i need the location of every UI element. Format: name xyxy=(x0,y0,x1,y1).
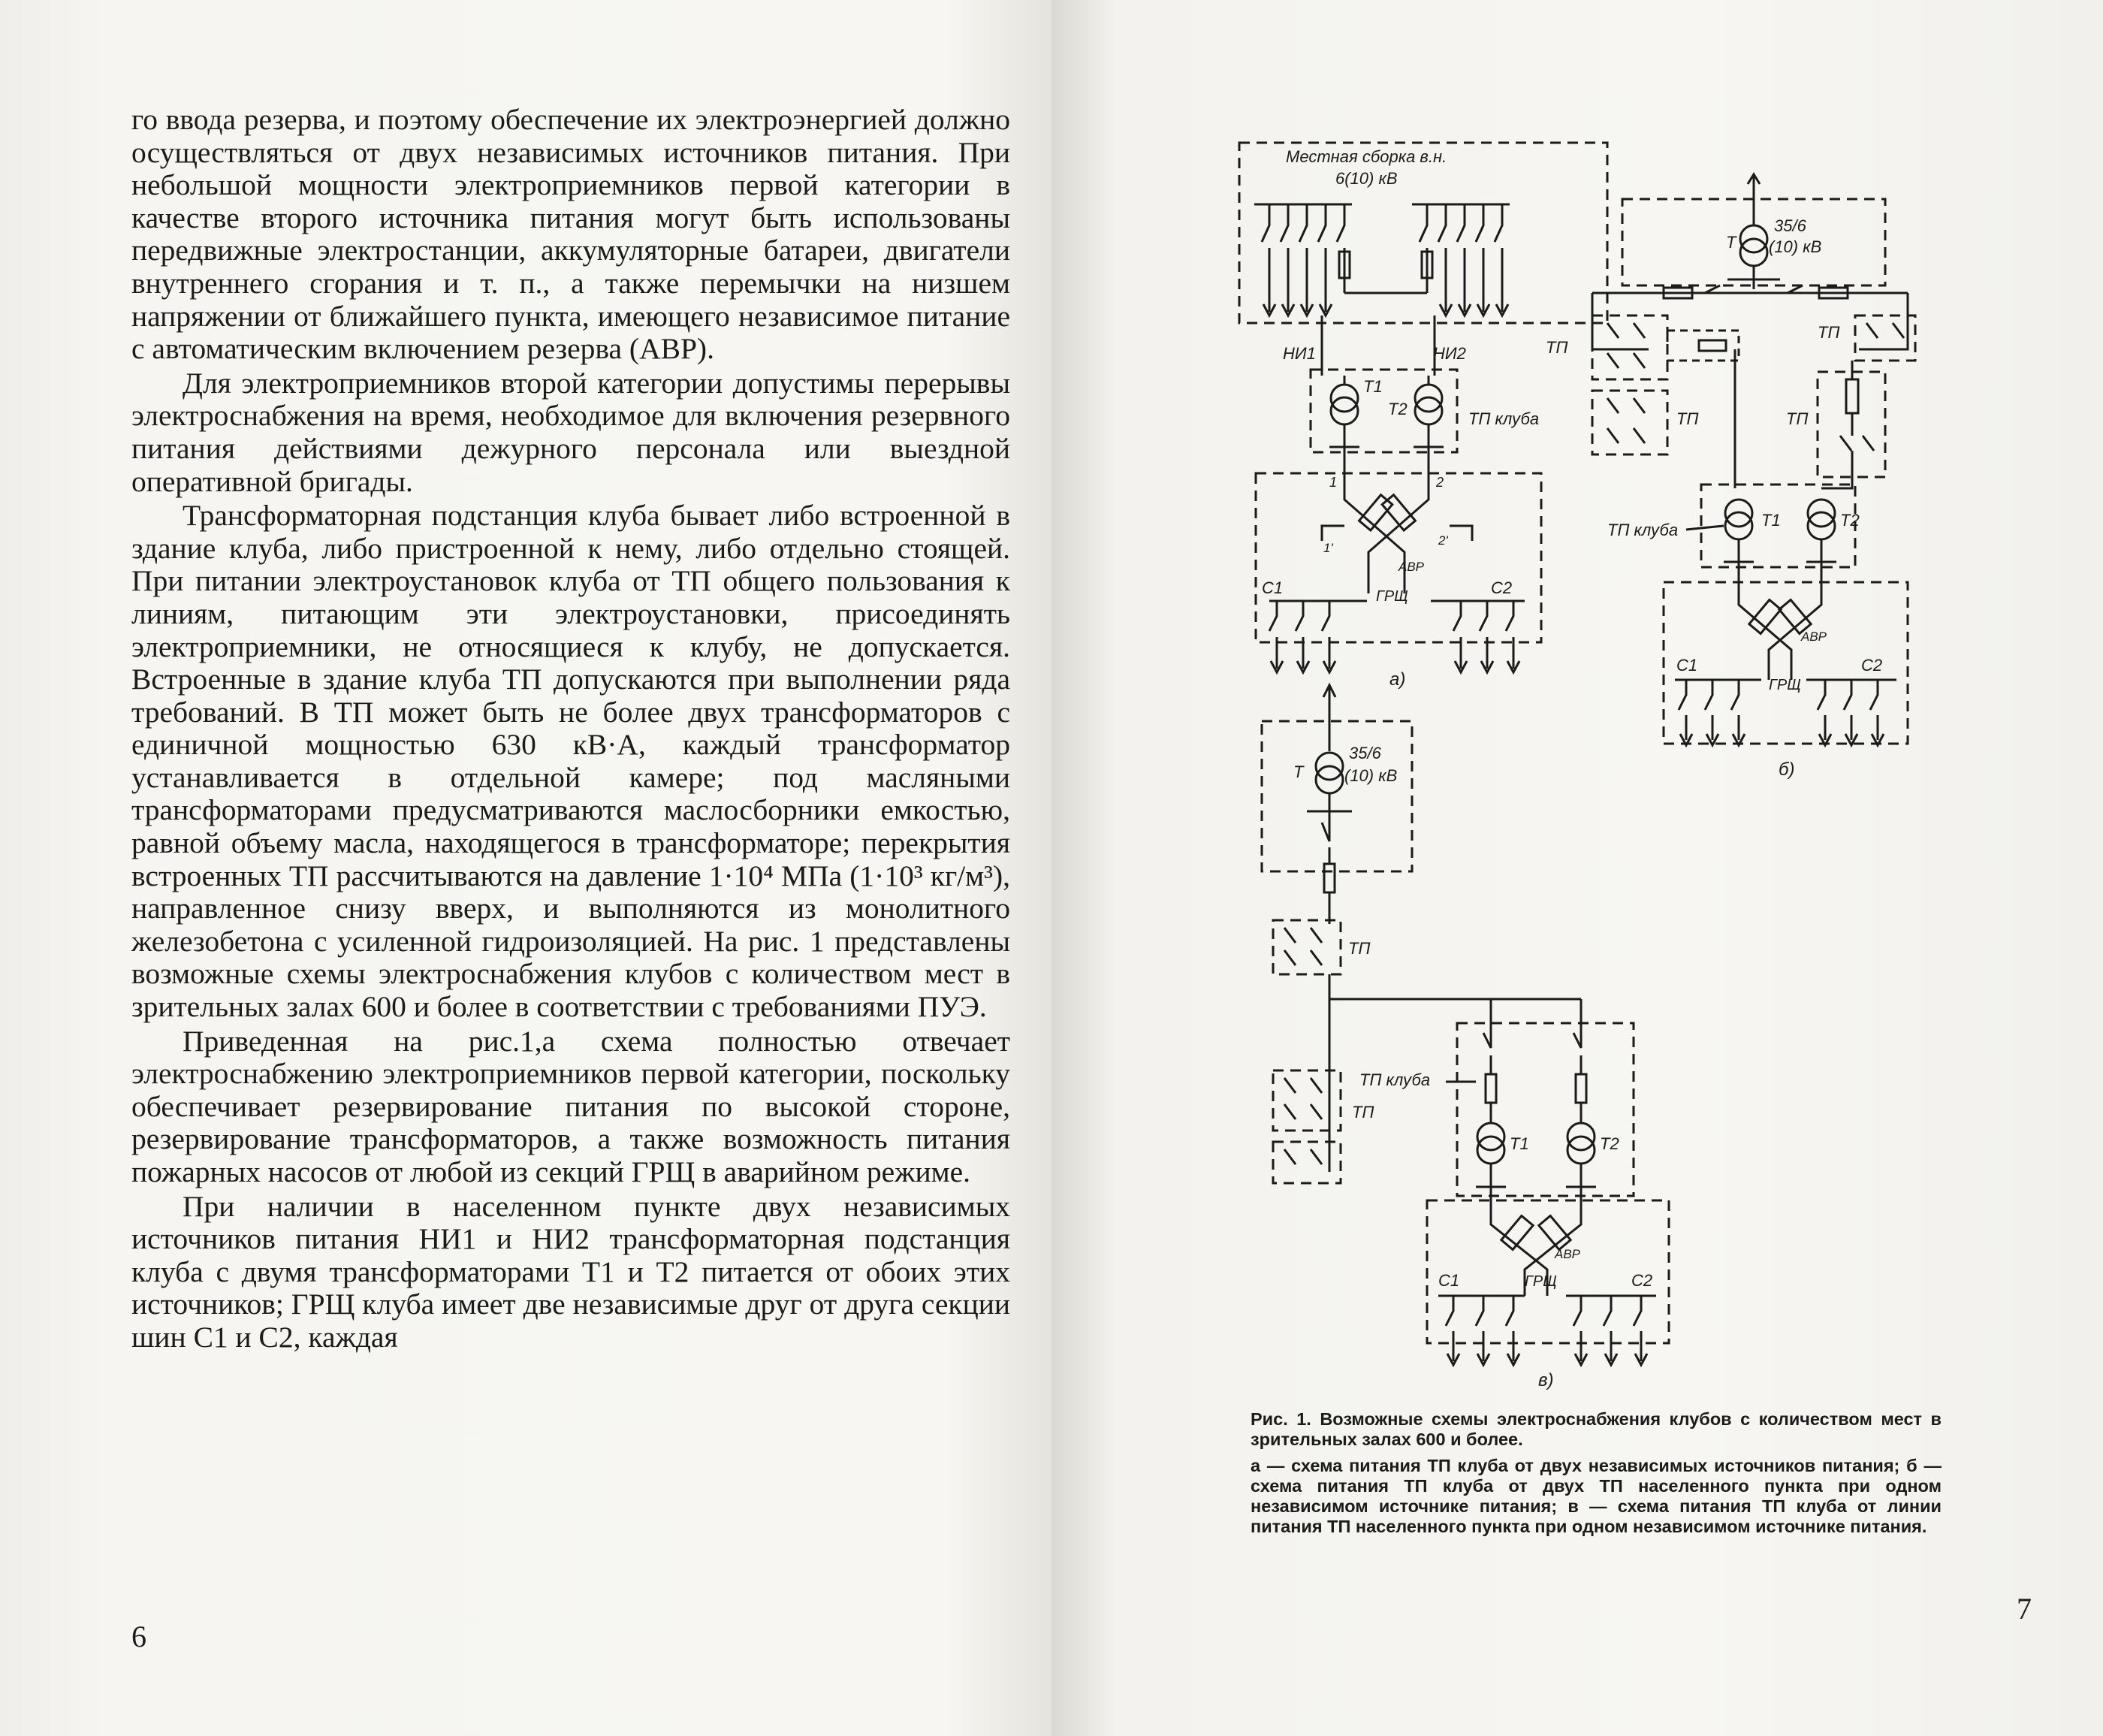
label-voltage-top-b: 35/6 xyxy=(1774,216,1806,235)
label-tp-b-3: ТП xyxy=(1818,323,1840,342)
label-c1-a: С1 xyxy=(1262,578,1284,597)
label-t2-c: Т2 xyxy=(1600,1134,1619,1153)
label-t2-a: Т2 xyxy=(1388,400,1408,418)
figure-caption-body: а — схема питания ТП клуба от двух независимых источников питания; б — схема питания ТП клуба от двух ТП населенного пункта при одном независимом источнике питания; в — схема питания ТП клуба от линии питания ТП населенного пункта при одном независимом источнике питания. xyxy=(1251,1456,1942,1536)
label-voltage-bottom-b: (10) кВ xyxy=(1769,237,1822,256)
tp-box-b-left-2 xyxy=(1592,391,1667,454)
label-grsch-a: ГРЩ xyxy=(1376,588,1408,605)
feeders-right-group xyxy=(1420,204,1508,315)
tp-box-b-right-1 xyxy=(1855,315,1915,361)
label-n2: 2 xyxy=(1436,475,1444,490)
grsch-box-a xyxy=(1256,473,1541,642)
label-voltage-bottom-c: (10) кВ xyxy=(1344,766,1398,785)
scheme-b xyxy=(1546,174,1915,780)
label-tp-b-2: ТП xyxy=(1676,409,1699,428)
label-ni1: НИ1 xyxy=(1283,344,1316,363)
label-c2-c: С2 xyxy=(1631,1271,1653,1290)
outgoing-feeders-a xyxy=(1269,601,1519,672)
label-voltage-top-c: 35/6 xyxy=(1349,744,1381,762)
feeders-left-group xyxy=(1262,204,1350,315)
page-number-right: 7 xyxy=(2017,1592,2032,1626)
tp-box-b-left-1 xyxy=(1592,315,1667,379)
label-t2-b: Т2 xyxy=(1840,511,1860,530)
label-c2-b: С2 xyxy=(1861,656,1883,675)
label-tp-b-4: ТП xyxy=(1786,409,1809,428)
scheme-a xyxy=(1239,143,1607,690)
label-grsch-b: ГРЩ xyxy=(1769,677,1801,693)
label-t1-b: Т1 xyxy=(1761,511,1781,530)
label-tp-club-b: ТП клуба xyxy=(1607,521,1679,539)
tp-box-c-top xyxy=(1262,721,1412,871)
tp-box-c-1 xyxy=(1273,920,1341,974)
label-grsch-c: ГРЩ xyxy=(1525,1273,1557,1290)
label-n1: 1 xyxy=(1329,475,1338,490)
label-t-c: Т xyxy=(1293,762,1304,781)
label-tp-c-2: ТП xyxy=(1352,1103,1374,1122)
label-scheme-b: б) xyxy=(1779,759,1795,780)
label-c1-c: С1 xyxy=(1438,1271,1460,1290)
tp-club-box-c xyxy=(1457,1023,1634,1196)
figure-caption-title: Рис. 1. Возможные схемы электроснабжения клубов с количеством мест в зрительных залах 600 и более. xyxy=(1251,1409,1942,1449)
figure-caption xyxy=(1251,1409,1942,1537)
label-avr-b: АВР xyxy=(1801,629,1827,644)
paragraph-1: го ввода резерва, и поэтому обеспечение их электроэнергией должно осуществляться от двух независимых источников питания. При небольшой мощности электроприемников первой категории в качестве второго источника питания могут быть использованы передвижные электростанции, аккумуляторные батареи, двигатели внутреннего сгорания и т. п., а также перемычки на низшем напряжении от ближайшего пункта, имеющего независимое питание с автоматическим включением резерва (АВР). xyxy=(131,103,1010,366)
label-tp-b-1: ТП xyxy=(1546,338,1568,357)
label-t1-a: Т1 xyxy=(1363,377,1383,396)
page-number-left: 6 xyxy=(131,1620,146,1653)
outgoing-feeders-c xyxy=(1446,1296,1647,1365)
label-tp-club-c: ТП клуба xyxy=(1359,1070,1431,1089)
label-scheme-c: в) xyxy=(1538,1370,1554,1390)
label-n2p: 2' xyxy=(1438,533,1448,548)
label-tp-club-a: ТП клуба xyxy=(1468,409,1540,428)
label-scheme-a: а) xyxy=(1389,669,1406,690)
label-ni2: НИ2 xyxy=(1433,344,1466,363)
label-c1-b: С1 xyxy=(1676,656,1698,675)
scheme-c xyxy=(1262,685,1669,1390)
label-c2-a: С2 xyxy=(1491,578,1513,597)
paragraph-3: Трансформаторная подстанция клуба бывает либо встроенной в здание клуба, либо пристроенной к нему, либо отдельно стоящей. При питании электроустановок клуба от ТП общего пользования к линиям, питающим эти электроустановки, присоединять электроприемники, не относящиеся к клубу, не допускается. Встроенные в здание клуба ТП допускаются при выполнении ряда требований. В ТП может быть не более двух трансформаторов с единичной мощностью 630 кВ·А, каждый трансформатор устанавливается в отдельной камере; под масляными трансформаторами предусматриваются маслосборники емкостью, равной объему масла, находящегося в трансформаторе; перекрытия встроенных ТП рассчитываются на давление 1·10⁴ МПа (1·10³ кг/м³), направленное снизу вверх, и выполняются из монолитного железобетона с усиленной гидроизоляцией. На рис. 1 представлены возможные схемы электроснабжения клубов с количеством мест в зрительных залах 600 и более в соответствии с требованиями ПУЭ. xyxy=(131,499,1010,1024)
label-t1-c: Т1 xyxy=(1510,1134,1529,1153)
local-bus-label: Местная сборка в.н. xyxy=(1286,147,1447,166)
label-avr-c: АВР xyxy=(1555,1247,1581,1261)
paragraph-5: При наличии в населенном пункте двух независимых источников питания НИ1 и НИ2 трансформаторная подстанция клуба с двумя трансформаторами Т1 и Т2 питается от обоих этих источников; ГРЩ клуба имеет две независимые друг от друга секции шин С1 и С2, каждая xyxy=(131,1189,1010,1354)
local-bus-voltage-label: 6(10) кВ xyxy=(1335,169,1398,188)
label-n1p: 1' xyxy=(1323,541,1333,555)
label-avr-a: АВР xyxy=(1398,560,1425,574)
paragraph-2: Для электроприемников второй категории допустимы перерывы электроснабжения на время, необходимое для включения резервного питания действиями дежурного персонала или выездной оперативной бригады. xyxy=(131,366,1010,498)
paragraph-4: Приведенная на рис.1,а схема полностью отвечает электроснабжению электроприемников первой категории, поскольку обеспечивает резервирование питания по высокой стороне, резервирование трансформаторов, а также возможность питания пожарных насосов от любой из секций ГРЩ в аварийном режиме. xyxy=(131,1024,1010,1188)
label-t-b: Т xyxy=(1726,233,1736,252)
label-tp-c-1: ТП xyxy=(1348,939,1371,958)
